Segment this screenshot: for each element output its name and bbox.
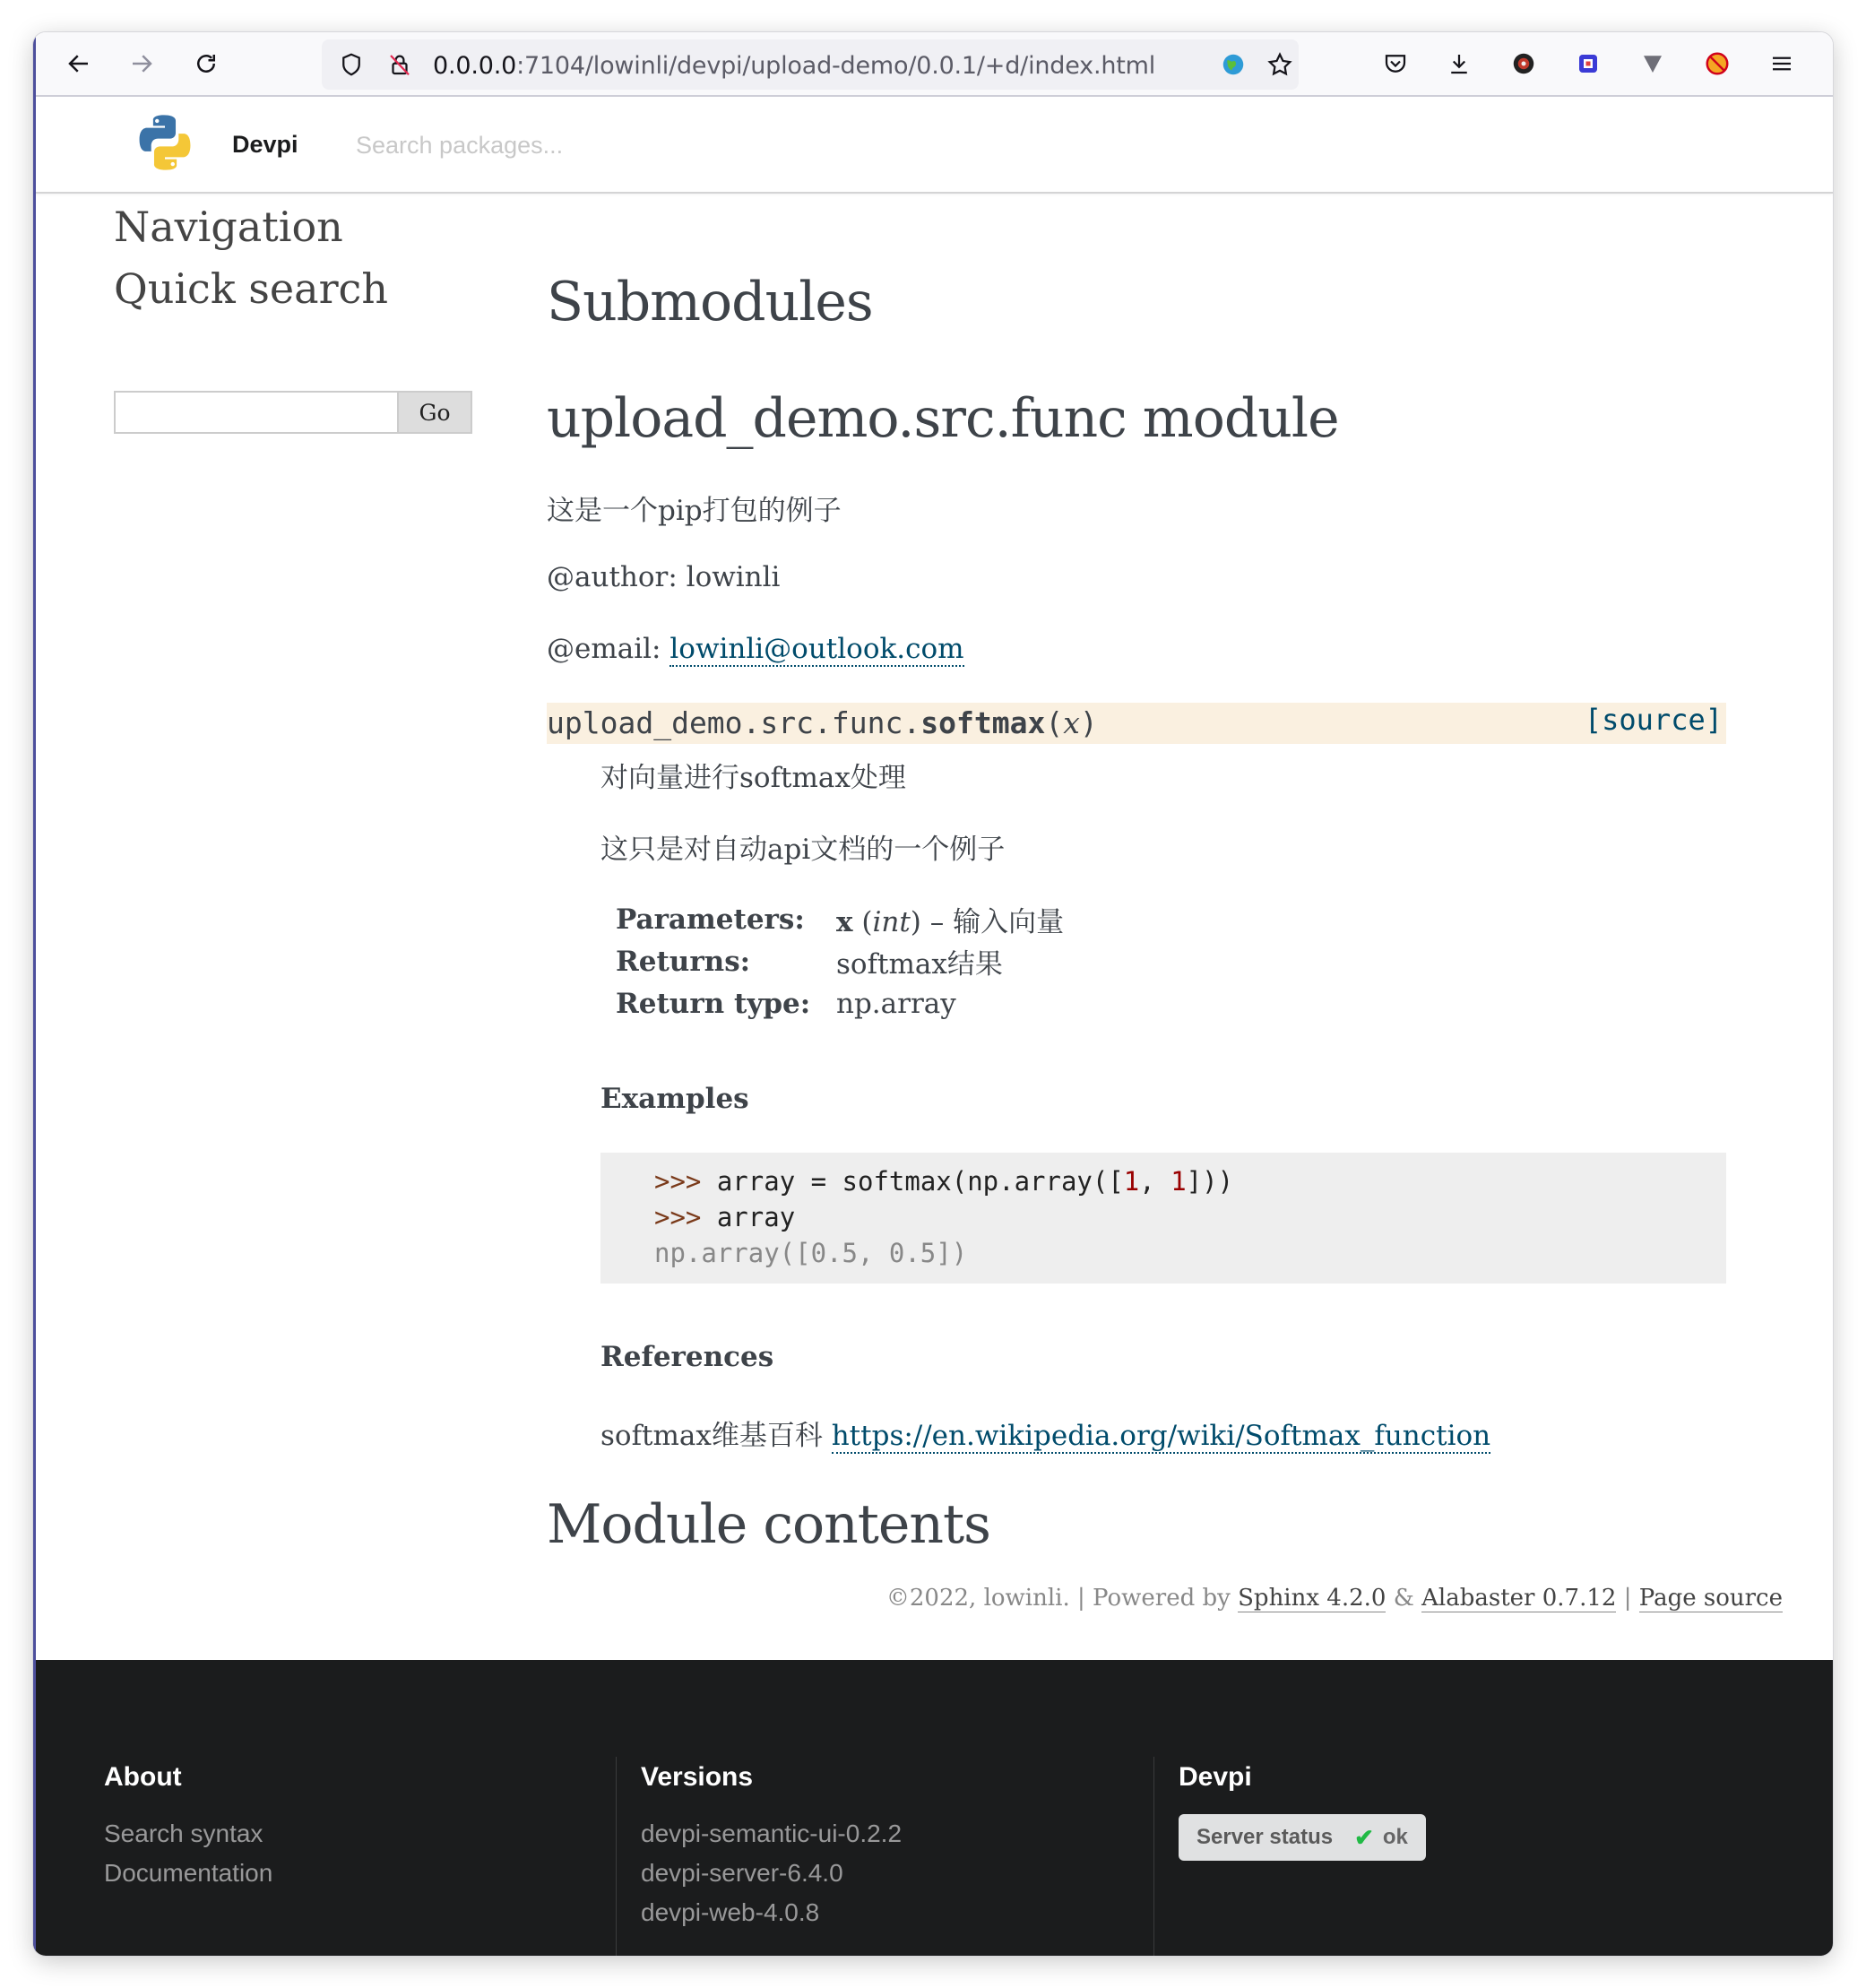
email-line	[547, 633, 964, 665]
site-footer	[33, 1660, 1833, 1956]
extension-icon[interactable]	[1505, 45, 1542, 82]
browser-window	[33, 32, 1833, 1956]
param-type-open: (	[852, 906, 873, 938]
code-prompt: >>>	[654, 1202, 702, 1232]
url-text[interactable]: 0.0.0.0:7104/lowinli/devpi/upload-demo/0.0.1/+d/index.html	[433, 52, 1156, 80]
source-link[interactable]: [source]	[1584, 703, 1723, 737]
browser-toolbar	[33, 32, 1833, 97]
field-row-return-type	[616, 982, 1064, 1024]
code-text: array = softmax(np.array([	[701, 1166, 1124, 1197]
code-text: array	[701, 1202, 796, 1232]
footer-amp: &	[1386, 1585, 1422, 1612]
insecure-lock-icon[interactable]	[381, 46, 419, 83]
shield-icon[interactable]	[333, 46, 370, 83]
author-line: @author: lowinli	[547, 561, 781, 593]
return-type-value: np.array	[836, 987, 956, 1020]
sidebar	[114, 203, 508, 426]
module-heading: upload_demo.src.func module	[547, 387, 1339, 450]
search-syntax-link[interactable]: Search syntax	[104, 1819, 263, 1847]
page-footer	[886, 1585, 1783, 1612]
wikipedia-link[interactable]: https://en.wikipedia.org/wiki/Softmax_function	[831, 1420, 1491, 1452]
footer-devpi	[1179, 1762, 1426, 1861]
signature-param: x	[1063, 705, 1080, 740]
back-icon[interactable]	[60, 45, 98, 82]
parameters-label: Parameters:	[616, 903, 805, 936]
code-number: 1	[1171, 1166, 1187, 1197]
site-header	[33, 97, 1833, 194]
server-status-value: ok	[1382, 1825, 1408, 1849]
quick-search-input[interactable]	[114, 391, 399, 434]
server-status-button[interactable]	[1179, 1814, 1426, 1861]
signature-name: softmax	[920, 705, 1046, 740]
return-type-label: Return type:	[616, 987, 811, 1020]
submodules-heading: Submodules	[547, 271, 873, 333]
signature-close-paren: )	[1079, 705, 1098, 740]
signature-prefix: upload_demo.src.func.	[547, 705, 921, 740]
url-bar[interactable]	[322, 39, 1299, 90]
about-heading: About	[104, 1762, 182, 1792]
code-text: ]))	[1186, 1166, 1234, 1197]
module-contents-heading: Module contents	[547, 1493, 990, 1556]
footer-divider	[1153, 1757, 1154, 1956]
menu-icon[interactable]	[1763, 45, 1801, 82]
examples-heading: Examples	[600, 1083, 749, 1115]
code-number: 1	[1123, 1166, 1140, 1197]
param-desc: ) – 输入向量	[910, 906, 1065, 938]
field-list	[616, 898, 1064, 1024]
returns-label: Returns:	[616, 945, 751, 978]
email-link[interactable]: lowinli@outlook.com	[670, 633, 964, 665]
go-button[interactable]: Go	[399, 391, 472, 434]
package-search-input[interactable]	[354, 122, 860, 169]
param-type: int	[872, 906, 911, 938]
python-logo-icon[interactable]	[134, 111, 196, 174]
footer-about	[104, 1762, 272, 1893]
references-heading: References	[600, 1341, 774, 1373]
sphinx-link[interactable]: Sphinx 4.2.0	[1238, 1585, 1387, 1612]
code-text: ,	[1139, 1166, 1171, 1197]
server-status-label: Server status	[1196, 1825, 1334, 1849]
alabaster-link[interactable]: Alabaster 0.7.12	[1421, 1585, 1617, 1612]
forward-icon[interactable]	[123, 45, 160, 82]
extension-icon[interactable]	[1569, 45, 1607, 82]
field-row-parameters	[616, 898, 1064, 940]
parameters-value	[836, 899, 1064, 939]
pocket-icon[interactable]	[1377, 45, 1414, 82]
devpi-heading: Devpi	[1179, 1762, 1252, 1792]
version-item: devpi-web-4.0.8	[641, 1898, 820, 1926]
reference-line	[600, 1413, 1490, 1453]
extension-icon[interactable]	[1634, 45, 1672, 82]
bookmark-star-icon[interactable]	[1261, 46, 1299, 83]
documentation-link[interactable]: Documentation	[104, 1859, 273, 1887]
module-description: 这是一个pip打包的例子	[547, 495, 842, 527]
reference-text: softmax维基百科	[600, 1420, 832, 1452]
field-row-returns	[616, 940, 1064, 982]
version-item: devpi-semantic-ui-0.2.2	[641, 1819, 903, 1847]
server-status-indicator	[1354, 1824, 1408, 1852]
signature-open-paren: (	[1045, 705, 1064, 740]
code-example[interactable]	[600, 1153, 1726, 1284]
copyright-text: ©2022, lowinli. | Powered by	[885, 1585, 1239, 1612]
footer-sep: |	[1616, 1585, 1639, 1612]
globe-icon[interactable]	[1214, 46, 1252, 83]
returns-value: softmax结果	[836, 948, 1003, 981]
email-label: @email:	[547, 633, 670, 665]
quick-search-form	[114, 391, 474, 436]
extension-icon[interactable]	[1698, 45, 1736, 82]
param-name: x	[836, 906, 853, 938]
code-line	[654, 1199, 1726, 1235]
navigation-heading: Navigation	[114, 203, 343, 251]
footer-versions	[641, 1762, 902, 1932]
function-signature	[547, 703, 1726, 744]
function-description-1: 对向量进行softmax处理	[600, 762, 906, 794]
function-description-2: 这只是对自动api文档的一个例子	[600, 834, 1006, 866]
brand-link[interactable]: Devpi	[232, 131, 298, 158]
quick-search-heading: Quick search	[114, 264, 388, 314]
download-icon[interactable]	[1440, 45, 1478, 82]
page-source-link[interactable]: Page source	[1638, 1585, 1783, 1612]
reload-icon[interactable]	[187, 45, 225, 82]
code-prompt: >>>	[654, 1166, 702, 1197]
footer-divider	[616, 1757, 617, 1956]
code-line	[654, 1163, 1726, 1199]
versions-heading: Versions	[641, 1762, 754, 1792]
code-output: np.array([0.5, 0.5])	[654, 1238, 968, 1268]
version-item: devpi-server-6.4.0	[641, 1859, 843, 1887]
check-icon: ✔	[1354, 1823, 1374, 1851]
